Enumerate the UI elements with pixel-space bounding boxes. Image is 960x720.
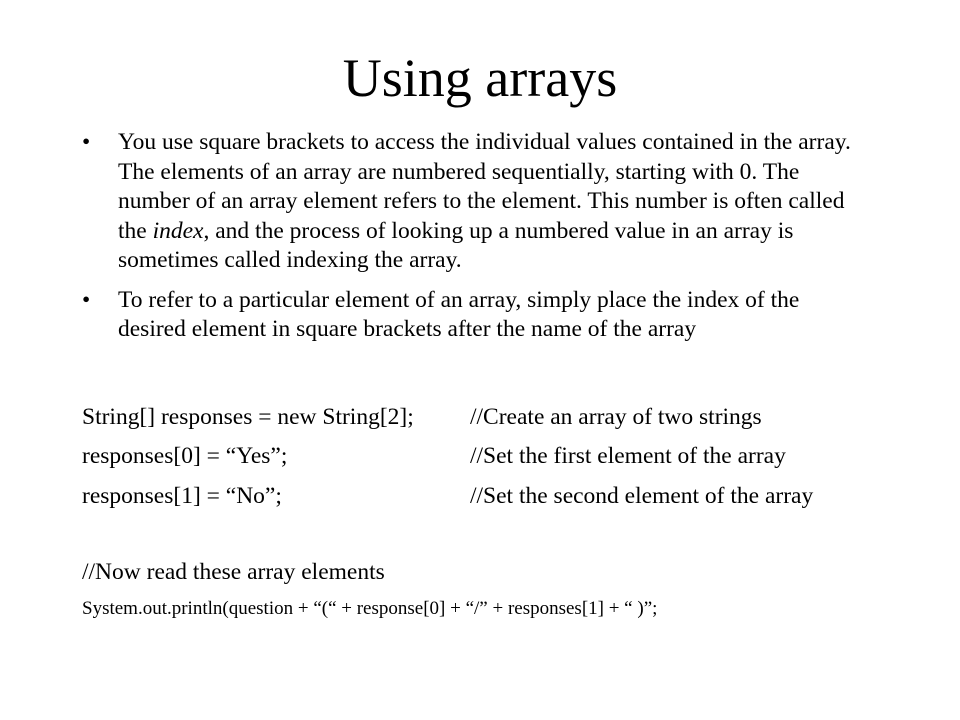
bullet-icon: • [82, 286, 91, 313]
code-statement: responses[1] = “No”; [82, 483, 282, 509]
bullet-text-1-emphasis: index [152, 217, 204, 244]
bullet-icon: • [82, 129, 91, 155]
bullet-list [82, 128, 872, 355]
code-line-3 [82, 481, 813, 511]
bullet-text-1-before: You use square brackets to access the individual values contained in the array. The elements of an array are numbered sequentially, starting with 0. The number of an array element refers to the element. This number is often called the [118, 129, 851, 244]
code-comment: //Create an array of two strings [470, 404, 762, 430]
code-statement: String[] responses = new String[2]; [82, 404, 414, 430]
code-line-2 [82, 441, 786, 471]
bullet-text-2: To refer to a particular element of an array, simply place the index of the desired element in square brackets after the name of the array [118, 286, 800, 342]
code-statement: responses[0] = “Yes”; [82, 443, 288, 469]
bullet-text-1-after: , and the process of looking up a numbered value in an array is sometimes called indexing the array. [118, 217, 794, 273]
code-comment: //Set the second element of the array [470, 483, 814, 509]
slide-title: Using arrays [342, 48, 618, 108]
code-comment: //Set the first element of the array [470, 443, 786, 469]
comment-line: //Now read these array elements [82, 559, 385, 585]
code-line-1 [82, 402, 762, 432]
bullet-item-1 [82, 128, 872, 276]
bullet-item-2 [82, 286, 872, 345]
println-line: System.out.println(question + “(“ + response[0] + “/” + responses[1] + “ )”; [82, 598, 658, 619]
